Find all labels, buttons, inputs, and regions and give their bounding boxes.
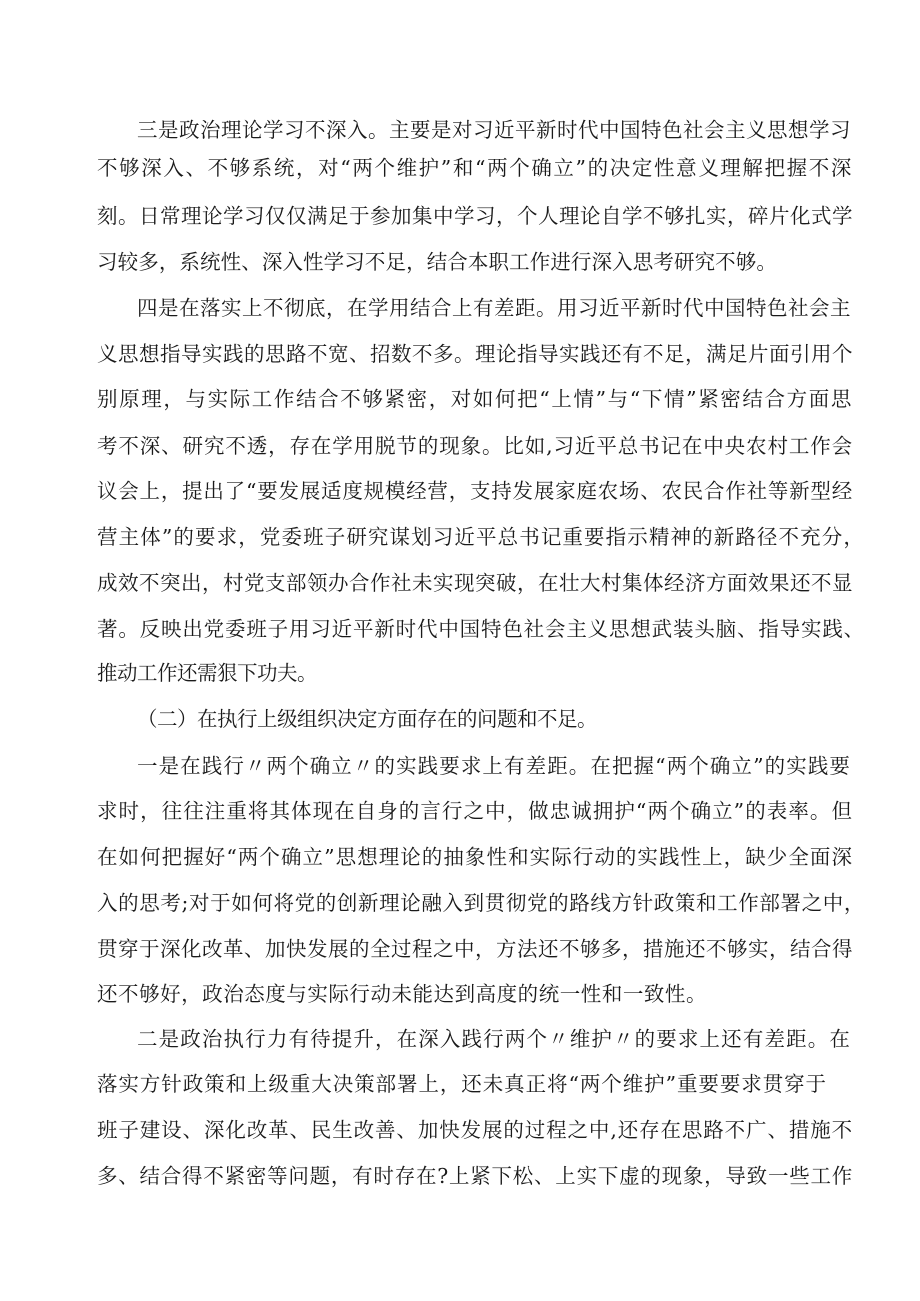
text-line: 班子建设、深化改革、民生改善、加快发展的过程之中,还存在思路不广、措施不: [97, 1118, 853, 1142]
text-line: 二是政治执行力有待提升，在深入践行两个〃维护〃的要求上还有差距。在: [137, 1027, 851, 1051]
text-line: 义思想指导实践的思路不宽、招数不多。理论指导实践还有不足，满足片面引用个: [97, 342, 853, 366]
section-heading: （二）在执行上级组织决定方面存在的问题和不足。: [137, 707, 597, 731]
text-line: 求时，往往注重将其体现在自身的言行之中，做忠诚拥护“两个确立”的表率。但: [97, 799, 853, 823]
text-line: 习较多，系统性、深入性学习不足，结合本职工作进行深入思考研究不够。: [97, 250, 777, 274]
text-line: 还不够好，政治态度与实际行动未能达到高度的统一性和一致性。: [97, 982, 707, 1006]
text-line: 刻。日常理论学习仅仅满足于参加集中学习，个人理论自学不够扎实，碎片化式学: [97, 204, 853, 228]
text-line: 不够深入、不够系统，对“两个维护”和“两个确立”的决定性意义理解把握不深: [97, 156, 853, 180]
text-line: 入的思考;对于如何将党的创新理论融入到贯彻党的路线方针政策和工作部署之中，: [97, 891, 865, 915]
text-line: 多、结合得不紧密等问题，有时存在?上紧下松、上实下虚的现象，导致一些工作: [97, 1164, 853, 1188]
text-line: 落实方针政策和上级重大决策部署上，还未真正将“两个维护”重要要求贯穿于: [97, 1072, 827, 1096]
text-line: 三是政治理论学习不深入。主要是对习近平新时代中国特色社会主义思想学习: [137, 118, 851, 142]
text-line: 营主体”的要求，党委班子研究谋划习近平总书记重要指示精神的新路径不充分，: [97, 525, 865, 549]
text-line: 议会上，提出了“要发展适度规模经营，支持发展家庭农场、农民合作社等新型经: [97, 479, 853, 503]
text-line: 贯穿于深化改革、加快发展的全过程之中，方法还不够多，措施还不够实，结合得: [97, 937, 853, 961]
text-line: 四是在落实上不彻底，在学用结合上有差距。用习近平新时代中国特色社会主: [137, 296, 851, 320]
text-line: 在如何把握好“两个确立”思想理论的抽象性和实际行动的实践性上，缺少全面深: [97, 845, 853, 869]
text-line: 成效不突出，村党支部领办合作社未实现突破，在壮大村集体经济方面效果还不显: [97, 571, 853, 595]
text-line: 考不深、研究不透，存在学用脱节的现象。比如,习近平总书记在中央农村工作会: [97, 434, 853, 458]
text-line: 一是在践行〃两个确立〃的实践要求上有差距。在把握“两个确立”的实践要: [137, 754, 851, 778]
text-line: 别原理，与实际工作结合不够紧密，对如何把“上情”与“下情”紧密结合方面思: [97, 387, 853, 411]
text-line: 著。反映出党委班子用习近平新时代中国特色社会主义思想武装头脑、指导实践、: [97, 617, 865, 641]
text-line: 推动工作还需狠下功夫。: [97, 661, 317, 685]
